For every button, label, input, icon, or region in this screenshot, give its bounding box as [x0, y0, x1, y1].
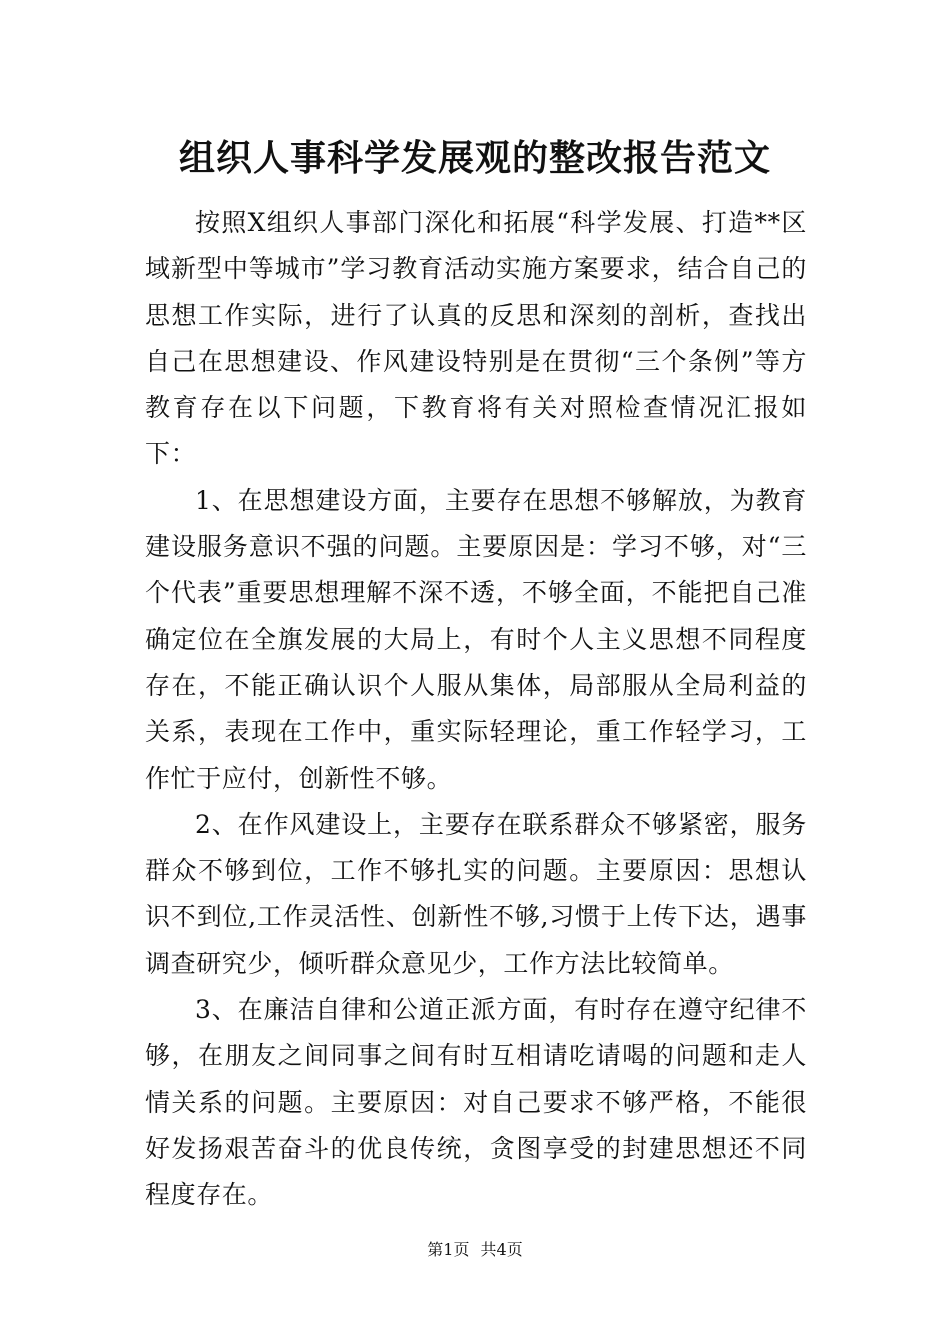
page-footer [0, 1238, 950, 1262]
page-total: 共4页 [480, 1240, 523, 1259]
paragraph-item-3: 3、在廉洁自律和公道正派方面，有时存在遵守纪律不够，在朋友之间同事之间有时互相请吃请喝的问题和走人情关系的问题。主要原因：对自己要求不够严格，不能很好发扬艰苦奋斗的优良传统，贪图享受的封建思想还不同程度存在。 [145, 995, 807, 1210]
document-title: 组织人事科学发展观的整改报告范文 [178, 137, 771, 179]
paragraph-item-1: 1、在思想建设方面，主要存在思想不够解放，为教育建设服务意识不强的问题。主要原因是：学习不够，对“三个代表”重要思想理解不深不透，不够全面，不能把自己准确定位在全旗发展的大局上，有时个人主义思想不同程度存在，不能正确认识个人服从集体，局部服从全局利益的关系，表现在工作中，重实际轻理论，重工作轻学习，工作忙于应付，创新性不够。 [145, 485, 807, 793]
document-body [145, 200, 807, 1219]
paragraph-item-2: 2、在作风建设上，主要存在联系群众不够紧密，服务群众不够到位，工作不够扎实的问题。主要原因：思想认识不到位,工作灵活性、创新性不够,习惯于上传下达，遇事调查研究少，倾听群众意见少，工作方法比较简单。 [145, 809, 807, 978]
paragraph-intro: 按照X组织人事部门深化和拓展“科学发展、打造**区域新型中等城市”学习教育活动实施方案要求，结合自己的思想工作实际，进行了认真的反思和深刻的剖析，查找出自己在思想建设、作风建设特别是在贯彻“三个条例”等方教育存在以下问题，下教育将有关对照检查情况汇报如下： [145, 208, 807, 469]
page-number: 第1页 [427, 1240, 470, 1259]
